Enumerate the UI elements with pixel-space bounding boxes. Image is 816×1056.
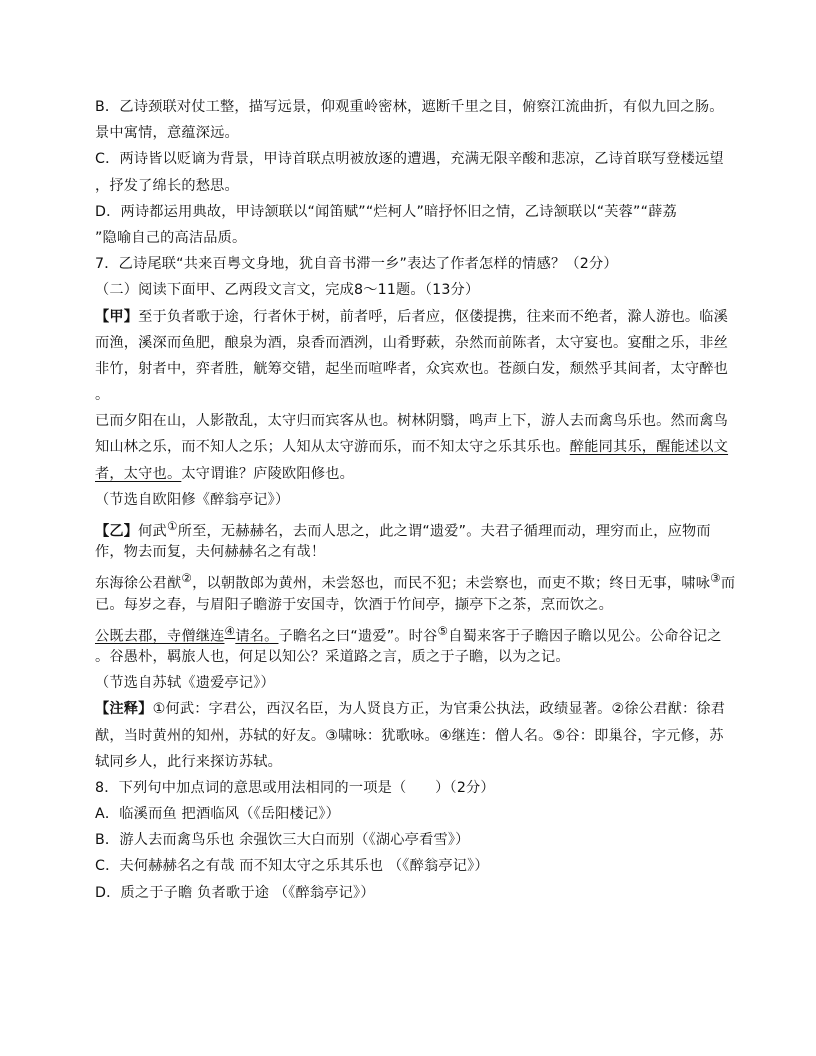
text-run: B．乙诗颈联对仗工整，描写远景，仰观重岭密林，遮断千里之目，俯察江流曲折，有似九回之肠。 bbox=[95, 99, 724, 115]
passage-jia-line-2 bbox=[95, 330, 729, 356]
note-marker: ⑤ bbox=[437, 623, 449, 638]
passage-yi-line-6 bbox=[95, 644, 725, 670]
notes-line-3 bbox=[95, 749, 725, 775]
text-run: 8．下列句中加点词的意思或用法相同的一项是（ ）（2分） bbox=[95, 779, 495, 796]
underlined-sentence: 者，太守也。 bbox=[95, 465, 182, 482]
note-marker: ③ bbox=[710, 571, 721, 586]
text-run: 轼同乡人，此行来探访苏轼。 bbox=[95, 753, 283, 770]
text-run: ”隐喻自己的高洁品质。 bbox=[95, 229, 247, 246]
q8-option-b bbox=[95, 827, 725, 853]
passage-jia-line-1 bbox=[95, 304, 729, 330]
text-run: （二）阅读下面甲、乙两段文言文，完成8～11题。（13分） bbox=[95, 282, 480, 299]
text-run: 知山林之乐，而不知人之乐；人知从太守游而乐，而不知太守之乐其乐也。 bbox=[95, 439, 570, 456]
q8-option-d bbox=[95, 880, 725, 906]
passage-yi-line-5 bbox=[95, 618, 725, 644]
passage-yi-line-4 bbox=[95, 592, 725, 618]
note-marker: ④ bbox=[224, 623, 236, 638]
text-run: ①何武：字君公，西汉名臣，为人贤良方正，为官秉公执法，政绩显著。②徐公君猷：徐君 bbox=[152, 701, 726, 718]
text-run: 景中寓情，意蕴深远。 bbox=[95, 125, 239, 142]
underlined-sentence: 公既去郡，寺僧继连 bbox=[95, 628, 225, 645]
option-d-line-2 bbox=[95, 225, 725, 251]
note-marker: ① bbox=[166, 519, 178, 533]
passage-jia-line-6 bbox=[95, 434, 729, 460]
passage-label: 【乙】 bbox=[95, 523, 139, 540]
question-8 bbox=[95, 775, 725, 801]
passage-jia-line-5 bbox=[95, 408, 729, 434]
text-run: （节选自苏轼《遗爱亭记》） bbox=[95, 675, 275, 692]
passage-jia-line-4 bbox=[95, 382, 725, 408]
underlined-sentence: 请名。 bbox=[235, 628, 279, 645]
text-run: D．质之于子瞻 负者歌于途 （《醉翁亭记》） bbox=[95, 884, 375, 901]
passage-jia-line-7 bbox=[95, 461, 725, 487]
section-2-heading bbox=[95, 277, 725, 303]
text-run: A．临溪而鱼 把酒临风（《岳阳楼记》） bbox=[95, 806, 341, 823]
text-run: D．两诗都运用典故，甲诗颔联以“闻笛赋”“烂柯人”暗抒怀旧之情，乙诗颔联以“芙蓉”“薜荔 bbox=[95, 203, 677, 220]
underlined-sentence: 醉能同其乐，醒能述以文 bbox=[569, 439, 729, 456]
text-run: 至于负者歌于途，行者休于树，前者呼，后者应，伛偻提携，往来而不绝者，滁人游也。临溪 bbox=[138, 308, 729, 325]
text-run: （节选自欧阳修《醉翁亭记》） bbox=[95, 491, 290, 508]
text-run: 所至，无赫赫名，去而人思之，此之谓“遗爱”。夫君子循理而动，理穷而止，应物而 bbox=[177, 523, 711, 540]
passage-jia-line-3 bbox=[95, 356, 729, 382]
passage-label: 【甲】 bbox=[95, 308, 139, 325]
text-run: 自蜀来客于子瞻因子瞻以见公。公命谷记之 bbox=[448, 628, 722, 645]
text-run: 何武 bbox=[138, 523, 167, 540]
notes-line-1 bbox=[95, 696, 725, 722]
text-run: 东海徐公君猷 bbox=[95, 576, 182, 593]
option-b-line-2 bbox=[95, 120, 725, 146]
text-run: 太守谓谁？庐陵欧阳修也。 bbox=[181, 465, 354, 482]
text-run: ，抒发了绵长的愁思。 bbox=[95, 177, 239, 194]
passage-yi-line-2 bbox=[95, 539, 725, 565]
passage-yi-line-1 bbox=[95, 513, 725, 539]
option-c-line-2 bbox=[95, 173, 725, 199]
text-run: C．夫何赫赫名之有哉 而不知太守之乐其乐也 （《醉翁亭记》） bbox=[95, 858, 489, 875]
text-run: 。谷愚朴，羁旅人也，何足以知公？采道路之言，质之于子瞻，以为之记。 bbox=[95, 648, 570, 665]
text-run: 而渔，溪深而鱼肥，酿泉为酒，泉香而酒洌，山肴野蔌，杂然而前陈者，太守宴也。宴酣之乐，非丝 bbox=[95, 334, 729, 351]
text-run: ，以朝散郎为黄州，未尝怒也，而民不犯；未尝察也，而吏不欺；终日无事，啸咏 bbox=[192, 576, 711, 593]
text-run: 子瞻名之曰“遗爱”。时谷 bbox=[278, 628, 438, 645]
note-marker: ② bbox=[181, 571, 193, 586]
question-7 bbox=[95, 251, 725, 277]
q8-option-c bbox=[95, 853, 725, 879]
notes-label: 【注释】 bbox=[95, 701, 153, 718]
text-run: 已。每岁之春，与眉阳子瞻游于安国寺，饮酒于竹间亭，撷亭下之茶，烹而饮之。 bbox=[95, 596, 613, 613]
text-run: C．两诗皆以贬谪为背景，甲诗首联点明被放逐的遭遇，充满无限辛酸和悲凉，乙诗首联写登楼远望 bbox=[95, 151, 724, 168]
passage-yi-source bbox=[95, 670, 725, 696]
text-run: 。 bbox=[95, 387, 110, 404]
text-run: 而 bbox=[720, 576, 736, 593]
document-content bbox=[95, 94, 736, 906]
text-run: 非竹，射者中，弈者胜，觥筹交错，起坐而喧哗者，众宾欢也。苍颜白发，颓然乎其间者，太守醉也 bbox=[95, 360, 729, 377]
passage-yi-line-3 bbox=[95, 565, 736, 593]
text-run: B．游人去而禽鸟乐也 余强饮三大白而别（《湖心亭看雪》） bbox=[95, 832, 470, 849]
text-run: 猷，当时黄州的知州，苏轼的好友。③啸咏：犹歌咏。④继连：僧人名。⑤谷：即巢谷，字元修，苏 bbox=[95, 727, 724, 744]
option-c-line-1 bbox=[95, 146, 725, 172]
text-run: 已而夕阳在山，人影散乱，太守归而宾客从也。树林阴翳，鸣声上下，游人去而禽鸟乐也。然而禽鸟 bbox=[95, 413, 729, 430]
text-run: 7．乙诗尾联“共来百粤文身地，犹自音书滞一乡”表达了作者怎样的情感？（2分） bbox=[95, 256, 618, 273]
passage-jia-source bbox=[95, 487, 725, 513]
q8-option-a bbox=[95, 801, 725, 827]
option-d-line-1 bbox=[95, 199, 725, 225]
text-run: 作，物去而复，夫何赫赫名之有哉！ bbox=[95, 544, 326, 561]
notes-line-2 bbox=[95, 723, 725, 749]
option-b-line-1 bbox=[95, 94, 725, 120]
